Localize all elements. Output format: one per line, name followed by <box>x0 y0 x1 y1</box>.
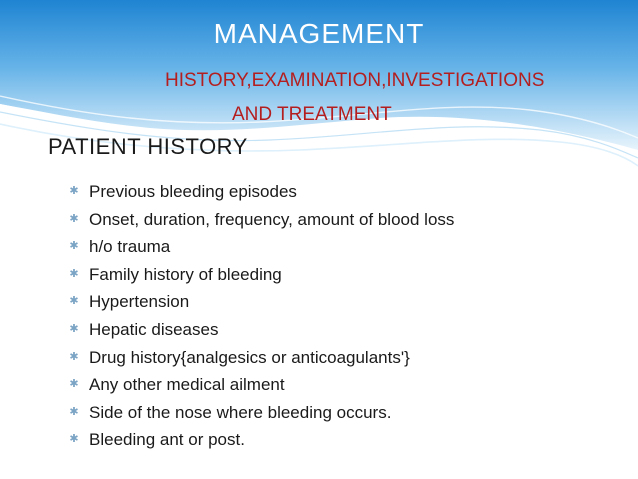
list-item-text: Any other medical ailment <box>89 375 285 395</box>
list-item <box>67 316 454 344</box>
asterisk-icon: ✱ <box>69 240 79 253</box>
list-item <box>67 288 454 316</box>
list-item-text: Bleeding ant or post. <box>89 430 245 450</box>
list-item-text: Previous bleeding episodes <box>89 182 297 201</box>
list-item-text: Onset, duration, frequency, amount of blood loss <box>89 209 455 229</box>
section-heading: PATIENT HISTORY <box>48 134 248 159</box>
asterisk-icon: ✱ <box>69 350 79 363</box>
asterisk-icon: ✱ <box>69 212 79 225</box>
list-item <box>67 261 454 289</box>
list-item <box>67 233 454 261</box>
list-item-text: Hepatic diseases <box>89 319 219 339</box>
list-item <box>67 399 454 427</box>
list-item-text: h/o trauma <box>89 237 171 257</box>
slide-subtitle-line-1: HISTORY,EXAMINATION,INVESTIGATIONS <box>165 70 545 91</box>
slide-title: MANAGEMENT <box>213 18 425 49</box>
list-item <box>67 178 454 206</box>
list-item-text: Drug history{analgesics or anticoagulants'} <box>89 347 410 367</box>
bullet-list <box>67 178 454 454</box>
asterisk-icon: ✱ <box>69 378 79 391</box>
asterisk-icon: ✱ <box>69 267 79 280</box>
asterisk-icon: ✱ <box>69 433 79 446</box>
asterisk-icon: ✱ <box>69 185 79 197</box>
list-item-text: Hypertension <box>89 292 190 312</box>
list-item <box>67 426 454 454</box>
list-item-text: Side of the nose where bleeding occurs. <box>89 402 392 422</box>
list-item <box>67 206 454 234</box>
asterisk-icon: ✱ <box>69 322 79 335</box>
list-item <box>67 344 454 372</box>
list-item-text: Family history of bleeding <box>89 264 282 284</box>
slide-subtitle-line-2: AND TREATMENT <box>232 104 392 125</box>
list-item <box>67 371 454 399</box>
asterisk-icon: ✱ <box>69 295 79 308</box>
asterisk-icon: ✱ <box>69 405 79 418</box>
